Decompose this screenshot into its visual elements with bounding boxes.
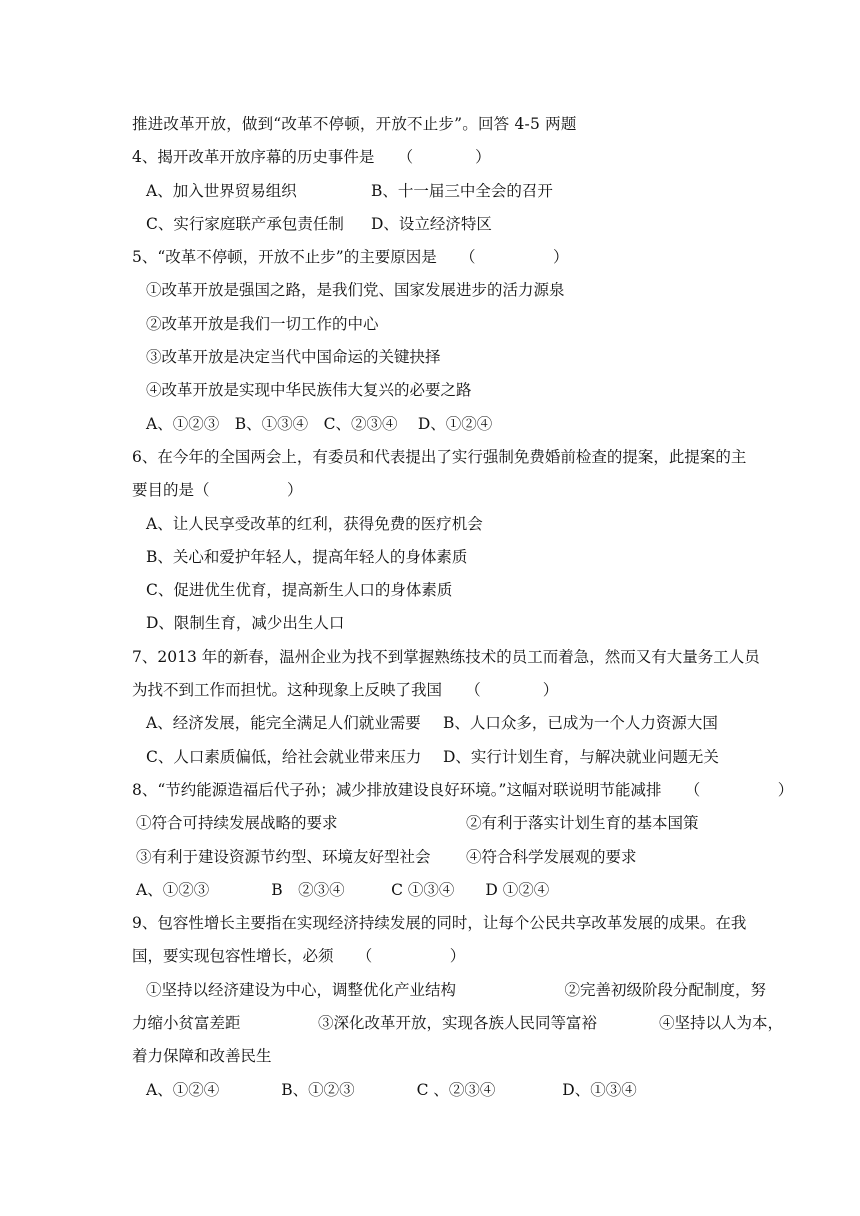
- q4-option-d: D、设立经济特区: [371, 214, 492, 233]
- q4-option-c: C、实行家庭联产承包责任制: [146, 214, 344, 233]
- q6-option-d: D、限制生育，减少出生人口: [146, 614, 345, 633]
- q4-options-row2: [132, 208, 800, 241]
- q4-option-a: A、加入世界贸易组织: [146, 181, 297, 200]
- q5-options: A、①②③ B、①③④ C、②③④ D、①②④: [146, 414, 493, 433]
- q7-option-a: A、经济发展，能完全满足人们就业需要: [146, 714, 421, 733]
- q6-option-a: A、让人民享受改革的红利，获得免费的医疗机会: [146, 514, 483, 533]
- q5-statement-2: ②改革开放是我们一切工作的中心: [146, 314, 379, 333]
- q7-stem-line1: 7、2013 年的新春，温州企业为找不到掌握熟练技术的员工而着急，然而又有大量务工人员: [132, 647, 760, 666]
- q6-option-c: C、促进优生优育，提高新生人口的身体素质: [146, 581, 453, 600]
- q5-statement-4: ④改革开放是实现中华民族伟大复兴的必要之路: [146, 381, 472, 400]
- q8-options: A、①②③ B ②③④ C ①③④ D ①②④: [136, 880, 550, 899]
- q7-option-b: B、人口众多，已成为一个人力资源大国: [443, 714, 718, 733]
- q8-statements-row2: [132, 841, 800, 874]
- q7-options-row2: [132, 741, 800, 774]
- q7-stem-line2: 为找不到工作而担忧。这种现象上反映了我国 （ ）: [132, 681, 559, 700]
- q8-statement-3: ③有利于建设资源节约型、环境友好型社会: [136, 847, 431, 866]
- q7-option-d: D、实行计划生育，与解决就业问题无关: [443, 747, 719, 766]
- q6-option-b: B、关心和爱护年轻人，提高年轻人的身体素质: [146, 547, 468, 566]
- q8-statement-2: ②有利于落实计划生育的基本国策: [466, 814, 699, 833]
- passage-intro: 推进改革开放，做到“改革不停顿，开放不止步”。回答 4-5 两题: [132, 115, 577, 133]
- q8-statement-1: ①符合可持续发展战略的要求: [136, 814, 338, 833]
- q8-statements-row1: [132, 807, 800, 840]
- q8-stem: 8、“节约能源造福后代子孙；减少排放建设良好环境。”这幅对联说明节能减排 （ ）: [132, 780, 794, 799]
- q5-statement-1: ①改革开放是强国之路，是我们党、国家发展进步的活力源泉: [146, 281, 565, 300]
- q4-options-row1: [132, 175, 800, 208]
- q9-statements-line2: 力缩小贫富差距 ③深化改革开放，实现各族人民同等富裕 ④坚持以人为本，: [132, 1014, 784, 1033]
- q4-stem: 4、揭开改革开放序幕的历史事件是 （ ）: [132, 148, 491, 167]
- q6-stem-line2: 要目的是（ ）: [132, 481, 303, 500]
- q8-statement-4: ④符合科学发展观的要求: [466, 847, 637, 866]
- q9-statements-line1: ①坚持以经济建设为中心，调整优化产业结构 ②完善初级阶段分配制度，努: [146, 980, 767, 999]
- q7-option-c: C、人口素质偏低，给社会就业带来压力: [146, 747, 422, 766]
- q9-stem-line2: 国，要实现包容性增长，必须 （ ）: [132, 947, 466, 966]
- q4-option-b: B、十一届三中全会的召开: [371, 181, 553, 200]
- q5-statement-3: ③改革开放是决定当代中国命运的关键抉择: [146, 348, 441, 367]
- q6-stem-line1: 6、在今年的全国两会上，有委员和代表提出了实行强制免费婚前检查的提案，此提案的主: [132, 447, 747, 466]
- q7-options-row1: [132, 707, 800, 740]
- q9-options: A、①②④ B、①②③ C 、②③④ D、①③④: [146, 1080, 637, 1099]
- q5-stem: 5、“改革不停顿，开放不止步”的主要原因是 （ ）: [132, 248, 569, 267]
- q9-stem-line1: 9、包容性增长主要指在实现经济持续发展的同时，让每个公民共享改革发展的成果。在我: [132, 914, 747, 933]
- q9-statements-line3: 着力保障和改善民生: [132, 1047, 272, 1066]
